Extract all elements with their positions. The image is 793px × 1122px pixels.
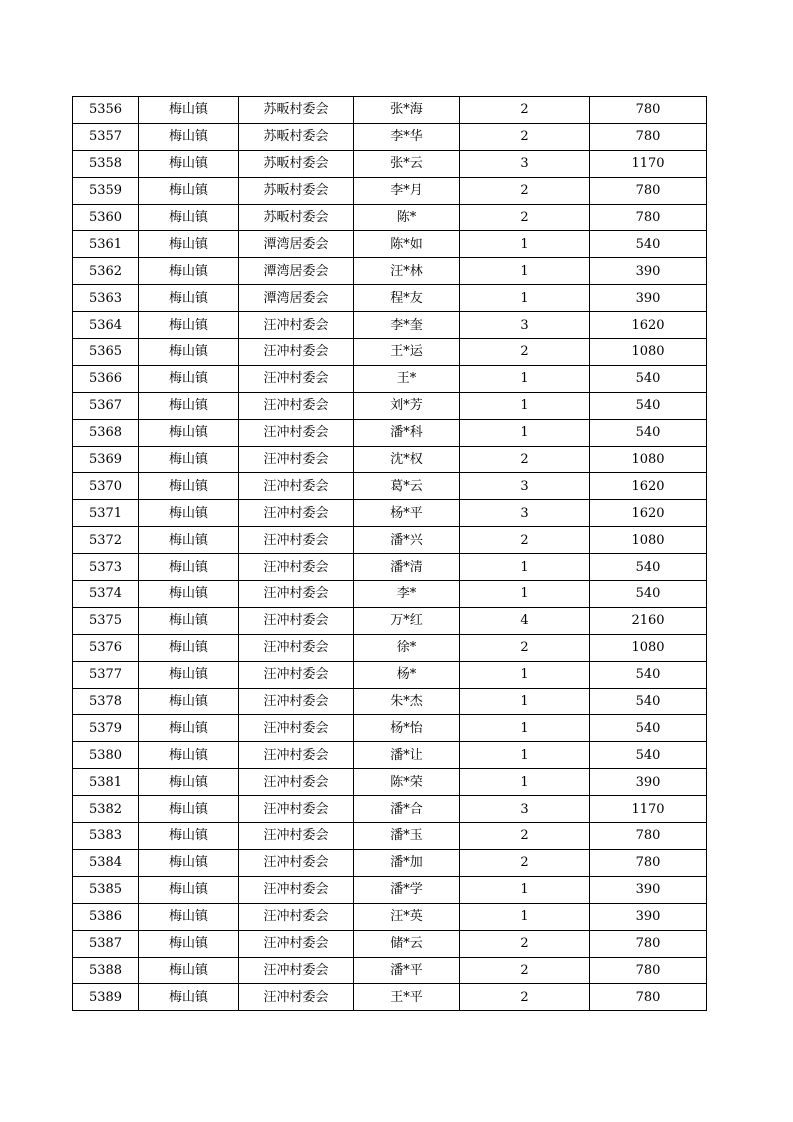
amount-cell: 1620 bbox=[590, 500, 707, 527]
amount-cell: 1620 bbox=[590, 312, 707, 339]
name-cell: 葛*云 bbox=[354, 473, 460, 500]
town-cell: 梅山镇 bbox=[139, 607, 239, 634]
table-row bbox=[73, 903, 707, 930]
serial-number-cell: 5363 bbox=[73, 285, 139, 312]
town-cell: 梅山镇 bbox=[139, 231, 239, 258]
town-cell: 梅山镇 bbox=[139, 365, 239, 392]
table-row bbox=[73, 796, 707, 823]
amount-cell: 540 bbox=[590, 554, 707, 581]
count-cell: 1 bbox=[460, 769, 590, 796]
amount-cell: 1080 bbox=[590, 446, 707, 473]
amount-cell: 540 bbox=[590, 715, 707, 742]
name-cell: 沈*权 bbox=[354, 446, 460, 473]
table-row bbox=[73, 177, 707, 204]
amount-cell: 390 bbox=[590, 876, 707, 903]
count-cell: 2 bbox=[460, 177, 590, 204]
committee-cell: 汪冲村委会 bbox=[239, 849, 354, 876]
name-cell: 储*云 bbox=[354, 930, 460, 957]
count-cell: 3 bbox=[460, 500, 590, 527]
table-row bbox=[73, 204, 707, 231]
committee-cell: 汪冲村委会 bbox=[239, 769, 354, 796]
serial-number-cell: 5368 bbox=[73, 419, 139, 446]
amount-cell: 1080 bbox=[590, 634, 707, 661]
committee-cell: 苏畈村委会 bbox=[239, 97, 354, 124]
amount-cell: 540 bbox=[590, 581, 707, 608]
amount-cell: 390 bbox=[590, 258, 707, 285]
serial-number-cell: 5378 bbox=[73, 688, 139, 715]
amount-cell: 780 bbox=[590, 123, 707, 150]
name-cell: 潘*学 bbox=[354, 876, 460, 903]
name-cell: 李*奎 bbox=[354, 312, 460, 339]
table-row bbox=[73, 312, 707, 339]
committee-cell: 汪冲村委会 bbox=[239, 930, 354, 957]
serial-number-cell: 5360 bbox=[73, 204, 139, 231]
table-row bbox=[73, 661, 707, 688]
name-cell: 张*海 bbox=[354, 97, 460, 124]
committee-cell: 汪冲村委会 bbox=[239, 742, 354, 769]
amount-cell: 540 bbox=[590, 231, 707, 258]
serial-number-cell: 5362 bbox=[73, 258, 139, 285]
name-cell: 程*友 bbox=[354, 285, 460, 312]
committee-cell: 潭湾居委会 bbox=[239, 231, 354, 258]
count-cell: 1 bbox=[460, 285, 590, 312]
serial-number-cell: 5382 bbox=[73, 796, 139, 823]
committee-cell: 苏畈村委会 bbox=[239, 177, 354, 204]
town-cell: 梅山镇 bbox=[139, 957, 239, 984]
name-cell: 朱*杰 bbox=[354, 688, 460, 715]
count-cell: 1 bbox=[460, 554, 590, 581]
amount-cell: 780 bbox=[590, 823, 707, 850]
town-cell: 梅山镇 bbox=[139, 823, 239, 850]
table-row bbox=[73, 258, 707, 285]
table-row bbox=[73, 930, 707, 957]
serial-number-cell: 5356 bbox=[73, 97, 139, 124]
name-cell: 李*华 bbox=[354, 123, 460, 150]
name-cell: 陈*荣 bbox=[354, 769, 460, 796]
serial-number-cell: 5367 bbox=[73, 392, 139, 419]
town-cell: 梅山镇 bbox=[139, 715, 239, 742]
town-cell: 梅山镇 bbox=[139, 849, 239, 876]
town-cell: 梅山镇 bbox=[139, 312, 239, 339]
serial-number-cell: 5358 bbox=[73, 150, 139, 177]
count-cell: 2 bbox=[460, 930, 590, 957]
amount-cell: 540 bbox=[590, 419, 707, 446]
count-cell: 1 bbox=[460, 581, 590, 608]
table-row bbox=[73, 97, 707, 124]
serial-number-cell: 5364 bbox=[73, 312, 139, 339]
committee-cell: 汪冲村委会 bbox=[239, 688, 354, 715]
town-cell: 梅山镇 bbox=[139, 742, 239, 769]
committee-cell: 潭湾居委会 bbox=[239, 258, 354, 285]
table-row bbox=[73, 365, 707, 392]
serial-number-cell: 5359 bbox=[73, 177, 139, 204]
name-cell: 张*云 bbox=[354, 150, 460, 177]
town-cell: 梅山镇 bbox=[139, 634, 239, 661]
table-row bbox=[73, 849, 707, 876]
amount-cell: 390 bbox=[590, 285, 707, 312]
serial-number-cell: 5377 bbox=[73, 661, 139, 688]
committee-cell: 汪冲村委会 bbox=[239, 607, 354, 634]
committee-cell: 汪冲村委会 bbox=[239, 634, 354, 661]
amount-cell: 2160 bbox=[590, 607, 707, 634]
amount-cell: 390 bbox=[590, 769, 707, 796]
amount-cell: 1170 bbox=[590, 150, 707, 177]
table-row bbox=[73, 500, 707, 527]
count-cell: 3 bbox=[460, 150, 590, 177]
table-row bbox=[73, 769, 707, 796]
serial-number-cell: 5376 bbox=[73, 634, 139, 661]
town-cell: 梅山镇 bbox=[139, 661, 239, 688]
town-cell: 梅山镇 bbox=[139, 97, 239, 124]
committee-cell: 汪冲村委会 bbox=[239, 957, 354, 984]
serial-number-cell: 5372 bbox=[73, 527, 139, 554]
town-cell: 梅山镇 bbox=[139, 769, 239, 796]
serial-number-cell: 5371 bbox=[73, 500, 139, 527]
committee-cell: 汪冲村委会 bbox=[239, 661, 354, 688]
count-cell: 2 bbox=[460, 204, 590, 231]
serial-number-cell: 5383 bbox=[73, 823, 139, 850]
committee-cell: 汪冲村委会 bbox=[239, 823, 354, 850]
name-cell: 徐* bbox=[354, 634, 460, 661]
town-cell: 梅山镇 bbox=[139, 984, 239, 1011]
table-row bbox=[73, 123, 707, 150]
table-body bbox=[73, 97, 707, 1011]
serial-number-cell: 5361 bbox=[73, 231, 139, 258]
name-cell: 潘*合 bbox=[354, 796, 460, 823]
name-cell: 汪*英 bbox=[354, 903, 460, 930]
table-row bbox=[73, 473, 707, 500]
count-cell: 1 bbox=[460, 903, 590, 930]
count-cell: 2 bbox=[460, 984, 590, 1011]
name-cell: 杨*平 bbox=[354, 500, 460, 527]
name-cell: 潘*清 bbox=[354, 554, 460, 581]
table-row bbox=[73, 231, 707, 258]
amount-cell: 540 bbox=[590, 392, 707, 419]
committee-cell: 汪冲村委会 bbox=[239, 365, 354, 392]
amount-cell: 1170 bbox=[590, 796, 707, 823]
table-row bbox=[73, 634, 707, 661]
town-cell: 梅山镇 bbox=[139, 527, 239, 554]
town-cell: 梅山镇 bbox=[139, 285, 239, 312]
town-cell: 梅山镇 bbox=[139, 258, 239, 285]
town-cell: 梅山镇 bbox=[139, 473, 239, 500]
committee-cell: 汪冲村委会 bbox=[239, 419, 354, 446]
serial-number-cell: 5387 bbox=[73, 930, 139, 957]
serial-number-cell: 5379 bbox=[73, 715, 139, 742]
name-cell: 潘*平 bbox=[354, 957, 460, 984]
name-cell: 万*红 bbox=[354, 607, 460, 634]
serial-number-cell: 5381 bbox=[73, 769, 139, 796]
name-cell: 李* bbox=[354, 581, 460, 608]
count-cell: 1 bbox=[460, 661, 590, 688]
committee-cell: 汪冲村委会 bbox=[239, 581, 354, 608]
town-cell: 梅山镇 bbox=[139, 123, 239, 150]
committee-cell: 汪冲村委会 bbox=[239, 392, 354, 419]
serial-number-cell: 5374 bbox=[73, 581, 139, 608]
name-cell: 陈* bbox=[354, 204, 460, 231]
name-cell: 王* bbox=[354, 365, 460, 392]
table-row bbox=[73, 688, 707, 715]
serial-number-cell: 5385 bbox=[73, 876, 139, 903]
table-row bbox=[73, 581, 707, 608]
table-row bbox=[73, 446, 707, 473]
serial-number-cell: 5373 bbox=[73, 554, 139, 581]
count-cell: 1 bbox=[460, 258, 590, 285]
committee-cell: 苏畈村委会 bbox=[239, 204, 354, 231]
count-cell: 2 bbox=[460, 634, 590, 661]
committee-cell: 潭湾居委会 bbox=[239, 285, 354, 312]
town-cell: 梅山镇 bbox=[139, 876, 239, 903]
count-cell: 2 bbox=[460, 339, 590, 366]
count-cell: 4 bbox=[460, 607, 590, 634]
serial-number-cell: 5369 bbox=[73, 446, 139, 473]
serial-number-cell: 5388 bbox=[73, 957, 139, 984]
amount-cell: 540 bbox=[590, 661, 707, 688]
name-cell: 潘*让 bbox=[354, 742, 460, 769]
amount-cell: 1620 bbox=[590, 473, 707, 500]
committee-cell: 汪冲村委会 bbox=[239, 473, 354, 500]
name-cell: 杨*怡 bbox=[354, 715, 460, 742]
table-row bbox=[73, 527, 707, 554]
count-cell: 2 bbox=[460, 446, 590, 473]
committee-cell: 汪冲村委会 bbox=[239, 903, 354, 930]
town-cell: 梅山镇 bbox=[139, 150, 239, 177]
name-cell: 潘*加 bbox=[354, 849, 460, 876]
town-cell: 梅山镇 bbox=[139, 688, 239, 715]
count-cell: 1 bbox=[460, 365, 590, 392]
town-cell: 梅山镇 bbox=[139, 796, 239, 823]
table-row bbox=[73, 957, 707, 984]
count-cell: 1 bbox=[460, 876, 590, 903]
name-cell: 汪*林 bbox=[354, 258, 460, 285]
amount-cell: 540 bbox=[590, 688, 707, 715]
count-cell: 3 bbox=[460, 473, 590, 500]
serial-number-cell: 5375 bbox=[73, 607, 139, 634]
town-cell: 梅山镇 bbox=[139, 903, 239, 930]
name-cell: 潘*玉 bbox=[354, 823, 460, 850]
serial-number-cell: 5386 bbox=[73, 903, 139, 930]
amount-cell: 540 bbox=[590, 742, 707, 769]
count-cell: 2 bbox=[460, 957, 590, 984]
data-table bbox=[72, 96, 707, 1011]
name-cell: 潘*兴 bbox=[354, 527, 460, 554]
committee-cell: 汪冲村委会 bbox=[239, 715, 354, 742]
name-cell: 陈*如 bbox=[354, 231, 460, 258]
table-row bbox=[73, 823, 707, 850]
committee-cell: 汪冲村委会 bbox=[239, 984, 354, 1011]
town-cell: 梅山镇 bbox=[139, 581, 239, 608]
count-cell: 1 bbox=[460, 419, 590, 446]
amount-cell: 390 bbox=[590, 903, 707, 930]
count-cell: 2 bbox=[460, 823, 590, 850]
amount-cell: 780 bbox=[590, 849, 707, 876]
committee-cell: 汪冲村委会 bbox=[239, 312, 354, 339]
name-cell: 潘*科 bbox=[354, 419, 460, 446]
committee-cell: 汪冲村委会 bbox=[239, 554, 354, 581]
town-cell: 梅山镇 bbox=[139, 177, 239, 204]
town-cell: 梅山镇 bbox=[139, 339, 239, 366]
amount-cell: 780 bbox=[590, 984, 707, 1011]
table-row bbox=[73, 554, 707, 581]
serial-number-cell: 5365 bbox=[73, 339, 139, 366]
count-cell: 2 bbox=[460, 97, 590, 124]
name-cell: 杨* bbox=[354, 661, 460, 688]
count-cell: 1 bbox=[460, 688, 590, 715]
town-cell: 梅山镇 bbox=[139, 446, 239, 473]
committee-cell: 汪冲村委会 bbox=[239, 446, 354, 473]
amount-cell: 780 bbox=[590, 957, 707, 984]
committee-cell: 汪冲村委会 bbox=[239, 876, 354, 903]
table-row bbox=[73, 419, 707, 446]
town-cell: 梅山镇 bbox=[139, 930, 239, 957]
committee-cell: 苏畈村委会 bbox=[239, 123, 354, 150]
amount-cell: 780 bbox=[590, 204, 707, 231]
count-cell: 2 bbox=[460, 123, 590, 150]
table-row bbox=[73, 285, 707, 312]
table-row bbox=[73, 339, 707, 366]
amount-cell: 540 bbox=[590, 365, 707, 392]
count-cell: 3 bbox=[460, 796, 590, 823]
count-cell: 1 bbox=[460, 231, 590, 258]
count-cell: 2 bbox=[460, 849, 590, 876]
table-row bbox=[73, 150, 707, 177]
committee-cell: 汪冲村委会 bbox=[239, 339, 354, 366]
committee-cell: 汪冲村委会 bbox=[239, 500, 354, 527]
serial-number-cell: 5370 bbox=[73, 473, 139, 500]
name-cell: 王*运 bbox=[354, 339, 460, 366]
table-row bbox=[73, 715, 707, 742]
name-cell: 刘*芳 bbox=[354, 392, 460, 419]
table-row bbox=[73, 392, 707, 419]
table-row bbox=[73, 984, 707, 1011]
name-cell: 王*平 bbox=[354, 984, 460, 1011]
amount-cell: 1080 bbox=[590, 339, 707, 366]
serial-number-cell: 5389 bbox=[73, 984, 139, 1011]
town-cell: 梅山镇 bbox=[139, 554, 239, 581]
table-row bbox=[73, 742, 707, 769]
count-cell: 1 bbox=[460, 715, 590, 742]
count-cell: 3 bbox=[460, 312, 590, 339]
table-row bbox=[73, 607, 707, 634]
amount-cell: 1080 bbox=[590, 527, 707, 554]
amount-cell: 780 bbox=[590, 97, 707, 124]
serial-number-cell: 5380 bbox=[73, 742, 139, 769]
town-cell: 梅山镇 bbox=[139, 392, 239, 419]
town-cell: 梅山镇 bbox=[139, 419, 239, 446]
serial-number-cell: 5357 bbox=[73, 123, 139, 150]
amount-cell: 780 bbox=[590, 930, 707, 957]
count-cell: 1 bbox=[460, 392, 590, 419]
committee-cell: 汪冲村委会 bbox=[239, 527, 354, 554]
town-cell: 梅山镇 bbox=[139, 204, 239, 231]
town-cell: 梅山镇 bbox=[139, 500, 239, 527]
count-cell: 1 bbox=[460, 742, 590, 769]
count-cell: 2 bbox=[460, 527, 590, 554]
name-cell: 李*月 bbox=[354, 177, 460, 204]
committee-cell: 苏畈村委会 bbox=[239, 150, 354, 177]
amount-cell: 780 bbox=[590, 177, 707, 204]
serial-number-cell: 5384 bbox=[73, 849, 139, 876]
committee-cell: 汪冲村委会 bbox=[239, 796, 354, 823]
table-row bbox=[73, 876, 707, 903]
serial-number-cell: 5366 bbox=[73, 365, 139, 392]
